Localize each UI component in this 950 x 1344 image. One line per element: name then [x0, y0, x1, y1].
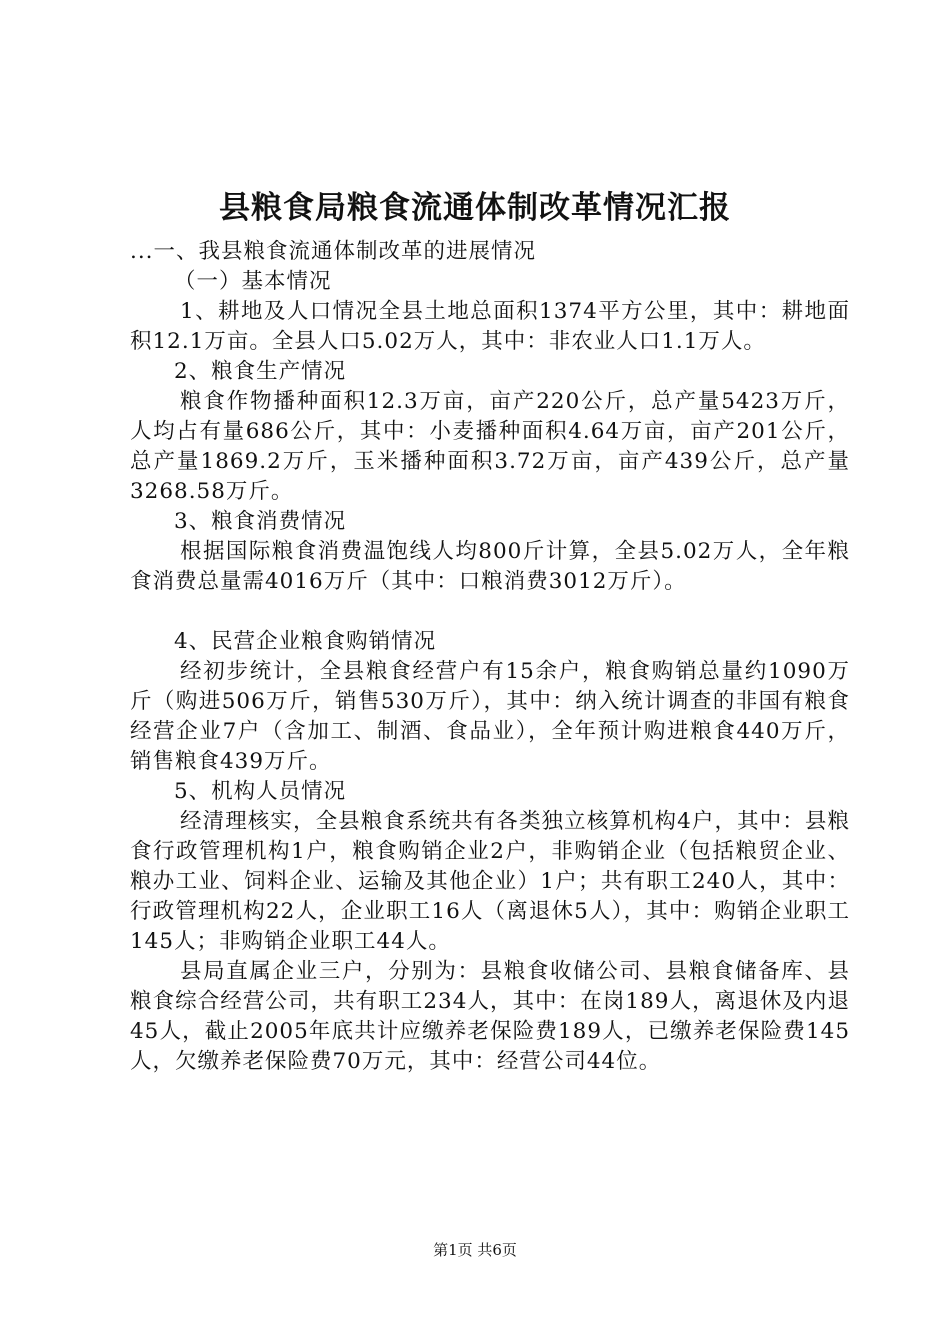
document-body [130, 237, 850, 1077]
paragraph-direct-enterprises: 县局直属企业三户，分别为：县粮食收储公司、县粮食储备库、县粮食综合经营公司，共有职工234人，其中：在岗189人，离退休及内退45人，截止2005年底共计应缴养老保险费189人，已缴养老保险费145人，欠缴养老保险费70万元，其中：经营公司44位。 [130, 959, 850, 1074]
paragraph-grain-production: 粮食作物播种面积12.3万亩，亩产220公斤，总产量5423万斤，人均占有量686公斤，其中：小麦播种面积4.64万亩，亩产201公斤，总产量1869.2万斤，玉米播种面积3.72万亩，亩产439公斤，总产量3268.58万斤。 [130, 389, 850, 504]
section-heading: ...一、我县粮食流通体制改革的进展情况 [130, 239, 537, 264]
blank-line [130, 597, 850, 627]
paragraph-land-population: 1、耕地及人口情况全县土地总面积1374平方公里，其中：耕地面积12.1万亩。全县人口5.02万人，其中：非农业人口1.1万人。 [130, 299, 850, 354]
item-heading-grain-consumption: 3、粮食消费情况 [174, 509, 347, 534]
subsection-heading: （一）基本情况 [174, 269, 332, 294]
paragraph-private-trade: 经初步统计，全县粮食经营户有15余户，粮食购销总量约1090万斤（购进506万斤，销售530万斤），其中：纳入统计调查的非国有粮食经营企业7户（含加工、制酒、食品业），全年预计购进粮食440万斤，销售粮食439万斤。 [130, 659, 850, 774]
document-title: 县粮食局粮食流通体制改革情况汇报 [219, 190, 731, 226]
paragraph-grain-consumption: 根据国际粮食消费温饱线人均800斤计算，全县5.02万人，全年粮食消费总量需4016万斤（其中：口粮消费3012万斤）。 [130, 539, 850, 594]
paragraph-staff: 经清理核实，全县粮食系统共有各类独立核算机构4户，其中：县粮食行政管理机构1户，粮食购销企业2户，非购销企业（包括粮贸企业、粮办工业、饲料企业、运输及其他企业）1户；共有职工240人，其中：行政管理机构22人，企业职工16人（离退休5人），其中：购销企业职工145人；非购销企业职工44人。 [130, 809, 850, 954]
item-heading-grain-production: 2、粮食生产情况 [174, 359, 347, 384]
item-heading-staff: 5、机构人员情况 [174, 779, 347, 804]
item-heading-private-trade: 4、民营企业粮食购销情况 [174, 629, 437, 654]
page-footer: 第1页 共6页 [433, 1241, 517, 1259]
